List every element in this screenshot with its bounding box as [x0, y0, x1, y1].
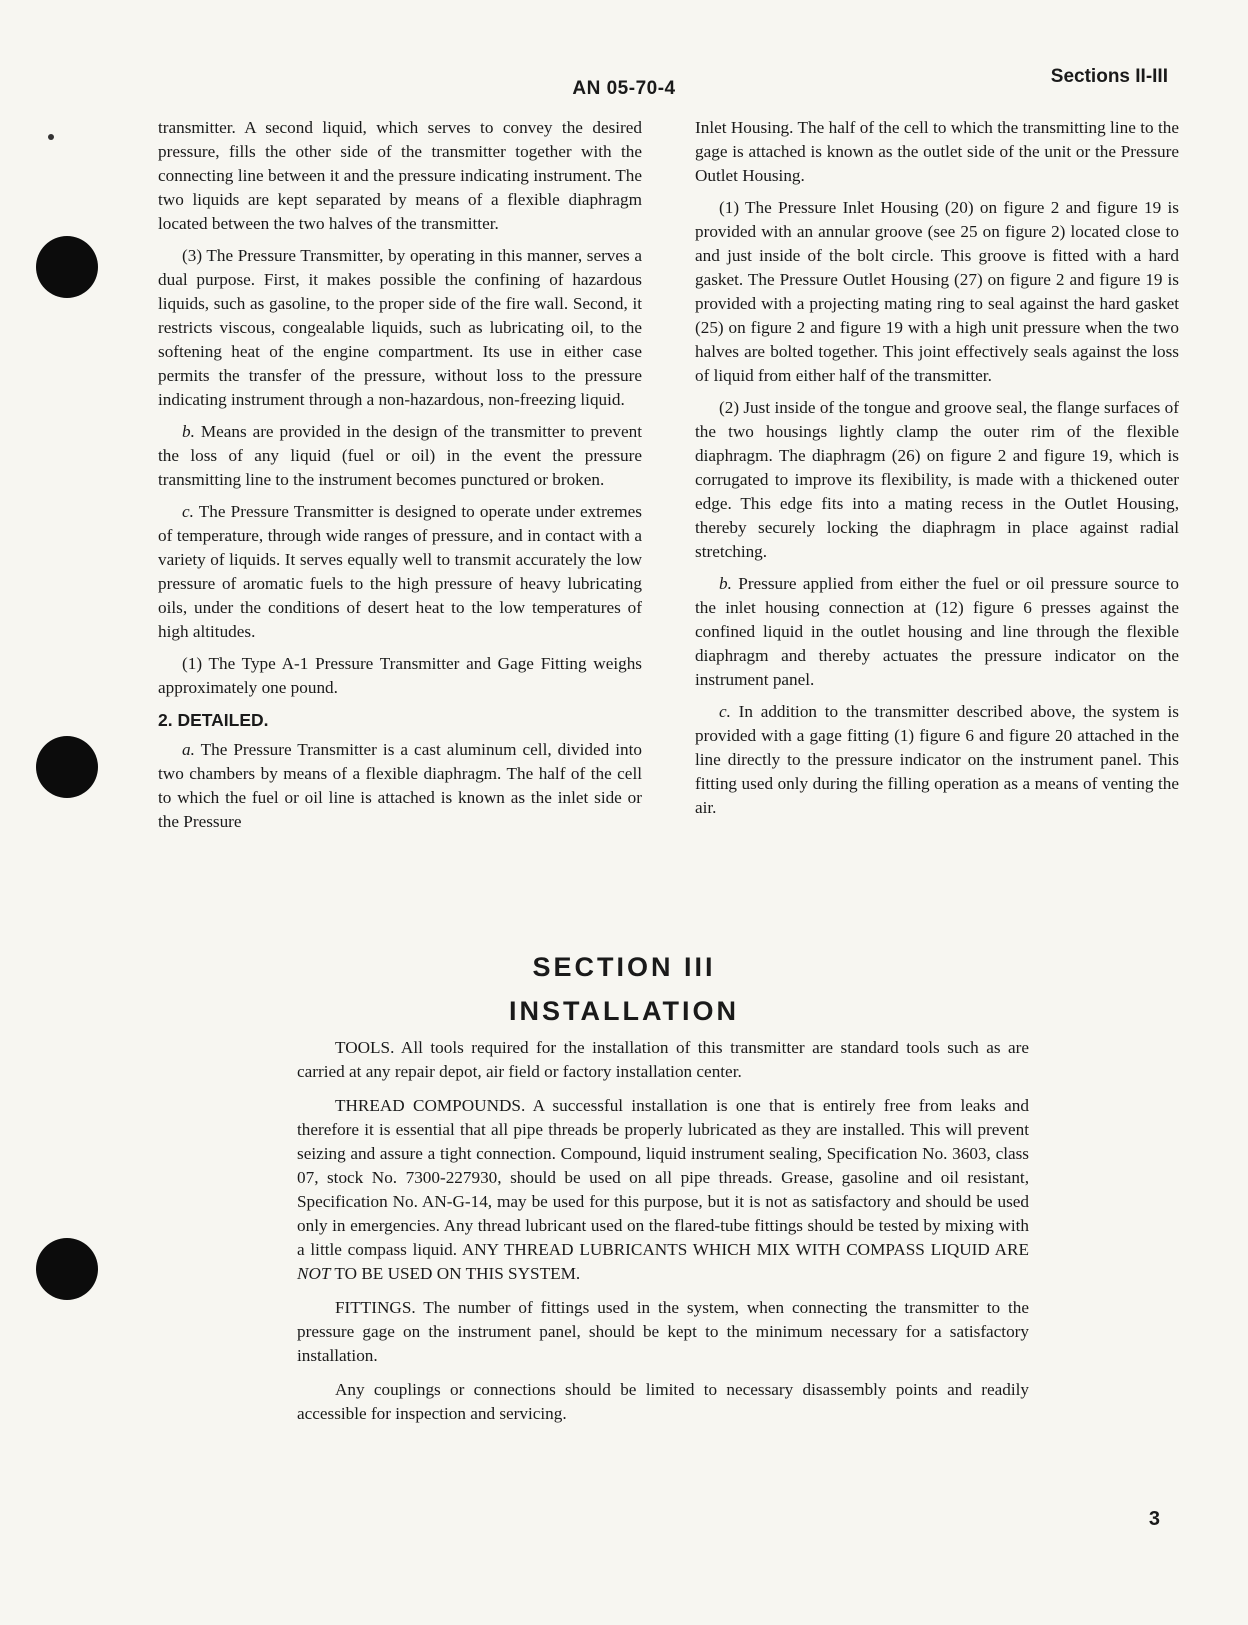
paragraph-text: Means are provided in the design of the transmitter to prevent the loss of any liquid (fuel or oil) in the event the pressure transmitting line to the instrument becomes punctured or broken. — [158, 422, 642, 489]
left-column — [158, 116, 642, 842]
paragraph-fittings: FITTINGS. The number of fittings used in the system, when connecting the transmitter to the pressure gage on the instrument panel, should be kept to the minimum necessary for a satisfactory installation. — [297, 1298, 1029, 1365]
paragraph: (2) Just inside of the tongue and groove seal, the flange surfaces of the two housings lightly clamp the outer rim of the flexible diaphragm. The diaphragm (26) on figure 2 and figure 19, which is corrugated to improve its flexibility, is made with a thickened outer edge. This edge fits into a mating recess in the Outlet Housing, thereby securely locking the diaphragm in place against radial stretching. — [695, 398, 1179, 561]
paragraph — [695, 700, 1179, 820]
document-number: AN 05-70-4 — [572, 78, 676, 99]
punch-hole — [36, 1238, 98, 1300]
section-number: SECTION III — [532, 952, 716, 982]
paragraph — [158, 500, 642, 644]
paragraph-thread-compounds — [297, 1094, 1029, 1286]
item-label: c. — [719, 702, 731, 721]
emphasis: NOT — [297, 1264, 331, 1283]
paragraph: (1) The Type A-1 Pressure Transmitter and Gage Fitting weighs approximately one pound. — [158, 654, 642, 697]
sections-label: Sections II-III — [1050, 66, 1168, 87]
page-number: 3 — [1148, 1508, 1160, 1530]
paragraph — [695, 572, 1179, 692]
item-label: b. — [719, 574, 732, 593]
section-heading: 2. DETAILED. — [158, 710, 269, 730]
paragraph-text: THREAD COMPOUNDS. A successful installation is one that is entirely free from leaks and therefore it is essential that all pipe threads be properly lubricated as they are installed. This will prevent seizing and assure a tight connection. Compound, liquid instrument sealing, Specification No. 3603, class 07, stock No. 7300-227930, should be used on all pipe threads. Grease, gasoline and oil resistant, Specification No. AN-G-14, may be used for this purpose, but it is not as satisfactory and should be used only in emergencies. Any thread lubricant used on the flared-tube fittings should be tested by mixing with a little compass liquid. ANY THREAD LUBRICANTS WHICH MIX WITH COMPASS LIQUID ARE — [297, 1096, 1029, 1259]
section-title: INSTALLATION — [509, 996, 739, 1026]
item-label: b. — [182, 422, 195, 441]
paragraph-text: The Pressure Transmitter is a cast aluminum cell, divided into two chambers by means of a flexible diaphragm. The half of the cell to which the fuel or oil line is attached is known as the inlet side or the Pressure — [158, 740, 642, 831]
item-label: c. — [182, 502, 194, 521]
right-column — [695, 116, 1179, 828]
paragraph-text: TO BE USED ON THIS SYSTEM. — [330, 1264, 581, 1283]
paragraph — [158, 420, 642, 492]
paragraph-tools: TOOLS. All tools required for the installation of this transmitter are standard tools such as are carried at any repair depot, air field or factory installation center. — [297, 1038, 1029, 1081]
paragraph-couplings: Any couplings or connections should be limited to necessary disassembly points and readily accessible for inspection and servicing. — [297, 1380, 1029, 1423]
punch-hole — [36, 736, 98, 798]
margin-mark — [48, 134, 54, 140]
paragraph: Inlet Housing. The half of the cell to which the transmitting line to the gage is attached is known as the outlet side of the unit or the Pressure Outlet Housing. — [695, 118, 1179, 185]
paragraph-text: In addition to the transmitter described above, the system is provided with a gage fitting (1) figure 6 and figure 20 attached in the line directly to the pressure indicator on the instrument panel. This fitting used only during the filling operation as a means of venting the air. — [695, 702, 1179, 817]
punch-hole — [36, 236, 98, 298]
paragraph: transmitter. A second liquid, which serves to convey the desired pressure, fills the other side of the transmitter together with the connecting line between it and the pressure indicating instrument. The two liquids are kept separated by means of a flexible diaphragm located between the two halves of the transmitter. — [158, 118, 642, 233]
paragraph: (3) The Pressure Transmitter, by operating in this manner, serves a dual purpose. First, it makes possible the confining of hazardous liquids, such as gasoline, to the proper side of the fire wall. Second, it restricts viscous, congealable liquids, such as lubricating oil, to the softening heat of the engine compartment. Its use in either case permits the transfer of the pressure, without loss to the pressure indicating instrument through a non-hazardous, non-freezing liquid. — [158, 246, 642, 409]
paragraph-text: Pressure applied from either the fuel or oil pressure source to the inlet housing connection at (12) figure 6 presses against the confined liquid in the outlet housing and line through the flexible diaphragm and thereby actuates the pressure indicator on the instrument panel. — [695, 574, 1179, 689]
paragraph — [158, 738, 642, 834]
installation-body — [297, 1036, 1029, 1436]
paragraph: (1) The Pressure Inlet Housing (20) on figure 2 and figure 19 is provided with an annular groove (see 25 on figure 2) located close to and just inside of the bolt circle. This groove is fitted with a hard gasket. The Pressure Outlet Housing (27) on figure 2 and figure 19 is provided with a projecting mating ring to seal against the hard gasket (25) on figure 2 and figure 19 with a high unit pressure when the two halves are bolted together. This joint effectively seals against the loss of liquid from either half of the transmitter. — [695, 198, 1179, 385]
item-label: a. — [182, 740, 195, 759]
paragraph-text: The Pressure Transmitter is designed to operate under extremes of temperature, through wide ranges of pressure, and in contact with a variety of liquids. It serves equally well to transmit accurately the low pressure of aromatic fuels to the high pressure of heavy lubricating oils, under the conditions of desert heat to the low temperatures of high altitudes. — [158, 502, 642, 641]
